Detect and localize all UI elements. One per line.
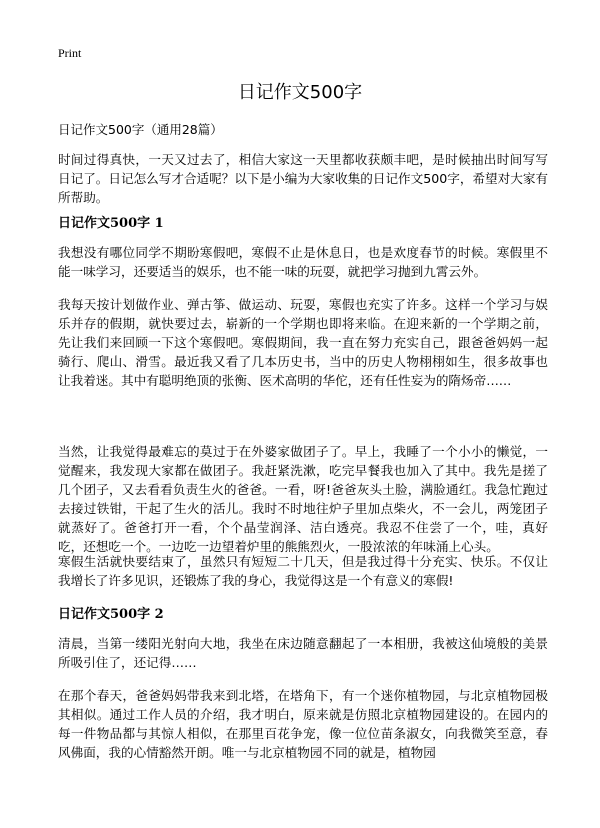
intro-paragraph: 时间过得真快，一天又过去了，相信大家这一天里都收获颇丰吧，是时候抽出时间写写日记了。日记怎么写才合适呢？以下是小编为大家收集的日记作文500字，希望对大家有所帮助。	[58, 152, 549, 205]
paragraph: 在那个春天，爸爸妈妈带我来到北塔，在塔角下，有一个迷你植物园，与北京植物园极其相似。通过工作人员的介绍，我才明白，原来就是仿照北京植物园建设的。在园内的每一件物品都与其惊人相似，在那里百花争宠，像一位位苗条淑女，向我微笑至意，春风佛面，我的心情豁然开朗。唯一与北京植物园不同的就是，植物园	[58, 688, 548, 760]
page-title: 日记作文500字	[237, 82, 363, 103]
paragraph: 我想没有哪位同学不期盼寒假吧，寒假不止是休息日，也是欢度春节的时候。寒假里不能一味学习，还要适当的娱乐，也不能一味的玩耍，就把学习抛到九霄云外。	[58, 245, 548, 279]
paragraph: 当然，让我觉得最难忘的莫过于在外婆家做团子了。早上，我睡了一个小小的懒觉，一觉醒来，我发现大家都在做团子。我赶紧洗漱，吃完早餐我也加入了其中。我先是搓了几个团子，又去看看负责生火的爸爸。一看，呀!爸爸灰头土脸，满脸通红。我急忙跑过去接过铁钳，干起了生火的活儿。我时不时地往炉子里加点柴火，不一会儿，两笼团子就蒸好了。爸爸打开一看，个个晶莹润泽、洁白透亮。我忍不住尝了一个，哇，真好吃，还想吃一个。一边吃一边望着炉里的熊熊烈火，一股浓浓的年味涌上心头。	[58, 444, 548, 554]
paragraph: 我每天按计划做作业、弹古筝、做运动、玩耍，寒假也充实了许多。这样一个学习与娱乐并存的假期，就快要过去，崭新的一个学期也即将来临。在迎来新的一个学期之前，先让我们来回顾一下这个寒假吧。寒假期间，我一直在努力充实自己，跟爸爸妈妈一起骑行、爬山、滑雪。最近我又看了几本历史书，当中的历史人物栩栩如生，很多故事也让我着迷。其中有聪明绝顶的张衡、医术高明的华佗，还有任性妄为的隋炀帝……	[58, 297, 548, 388]
paragraph: 寒假生活就快要结束了，虽然只有短短二十几天，但是我过得十分充实、快乐。不仅让我增长了许多见识，还锻炼了我的身心，我觉得这是一个有意义的寒假!	[58, 554, 548, 588]
print-link[interactable]: Print	[58, 46, 82, 60]
section-heading: 日记作文500字 2	[58, 607, 164, 622]
paragraph: 清晨，当第一缕阳光射向大地，我坐在床边随意翻起了一本相册，我被这仙境般的美景所吸引住了，还记得……	[58, 636, 548, 670]
document-subtitle: 日记作文500字（通用28篇）	[58, 122, 223, 137]
section-heading: 日记作文500字 1	[58, 216, 164, 231]
